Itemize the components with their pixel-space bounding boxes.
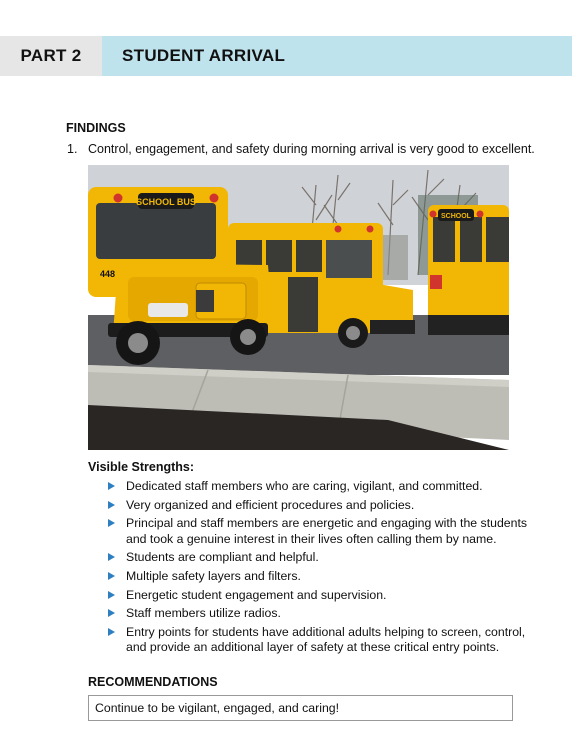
list-item: Energetic student engagement and supervision. (108, 588, 538, 604)
list-item: Staff members utilize radios. (108, 606, 538, 622)
list-item: Multiple safety layers and filters. (108, 569, 538, 585)
list-item: Students are compliant and helpful. (108, 550, 538, 566)
school-bus-photo (88, 165, 509, 450)
strengths-heading: Visible Strengths: (88, 460, 195, 474)
triangle-bullet-icon (108, 609, 115, 617)
recommendation-box (88, 695, 513, 721)
bus-number: 448 (100, 269, 116, 279)
section-title: STUDENT ARRIVAL (102, 36, 572, 76)
triangle-bullet-icon (108, 553, 115, 561)
triangle-bullet-icon (108, 628, 115, 636)
list-item: Dedicated staff members who are caring, vigilant, and committed. (108, 479, 538, 495)
triangle-bullet-icon (108, 572, 115, 580)
recommendation-text: Continue to be vigilant, engaged, and caring! (95, 701, 340, 715)
part-label: PART 2 (0, 36, 102, 76)
list-item: Principal and staff members are energetic and engaging with the students and took a genuine interest in their lives often calling them by name. (108, 516, 538, 547)
left-bus-sign: SCHOOL BUS (136, 197, 196, 207)
list-item: Entry points for students have additional adults helping to screen, control, and provide an additional layer of safety at these critical entry points. (108, 625, 538, 656)
triangle-bullet-icon (108, 482, 115, 490)
strengths-list (108, 479, 538, 659)
triangle-bullet-icon (108, 519, 115, 527)
findings-heading: FINDINGS (66, 121, 126, 135)
finding-item (67, 142, 535, 156)
section-header (0, 36, 572, 76)
finding-text: Control, engagement, and safety during morning arrival is very good to excellent. (88, 142, 535, 156)
recommendations-heading: RECOMMENDATIONS (88, 675, 218, 689)
triangle-bullet-icon (108, 501, 115, 509)
finding-number: 1. (67, 142, 78, 156)
list-item: Very organized and efficient procedures and policies. (108, 498, 538, 514)
right-bus-sign: SCHOOL (441, 213, 471, 220)
right-bus (428, 205, 509, 335)
triangle-bullet-icon (108, 591, 115, 599)
